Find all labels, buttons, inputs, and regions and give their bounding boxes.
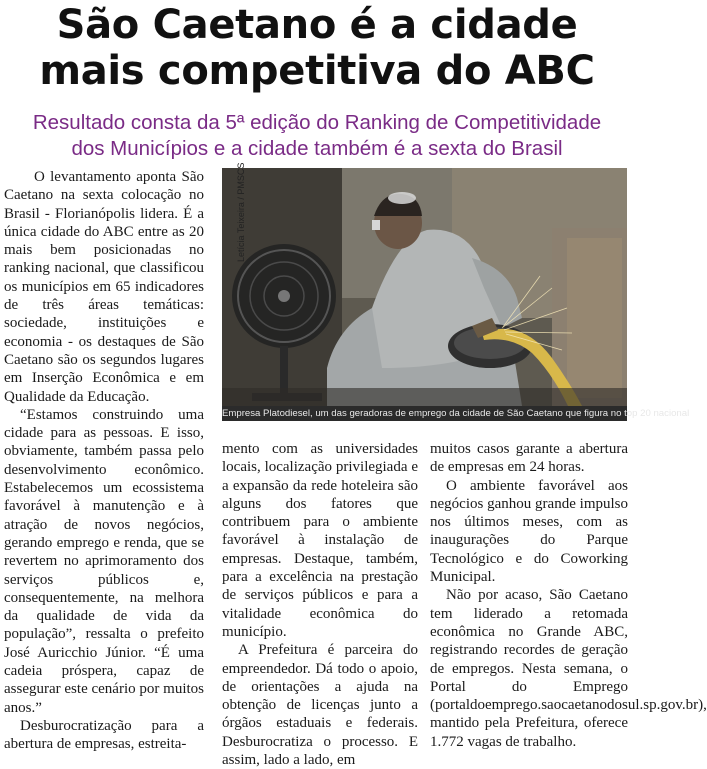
paragraph: O levantamento aponta São Caetano na sexta colocação no Brasil - Florianópolis lidera. É a única cidade do ABC entre as 20 mais bem posicionadas no ranking nacional, que classificou os municípios em 65 indicadores de três áreas temáticas: sociedade, instituições e economia - os destaques de São Caetano são os segundos lugares em Inserção Econômica e em Qualidade da Educação. bbox=[4, 169, 204, 405]
article-column-3 bbox=[430, 440, 707, 751]
subheadline-line-2: dos Municípios e a cidade também é a sexta do Brasil bbox=[71, 137, 563, 160]
factory-worker-photo bbox=[222, 168, 627, 406]
paragraph: O ambiente favorável aos negócios ganhou grande impulso nos últimos meses, com as inaugurações do Parque Tecnológico e do Coworking Municipal. bbox=[430, 477, 628, 586]
paragraph: mento com as universidades locais, localização privilegiada e a expansão da rede hoteleira são alguns dos fatores que contribuem para o ambiente favorável à instalação de empresas. Destaque, também, para a excelência na prestação de serviços públicos e para a vitalidade econômica do município. bbox=[222, 441, 418, 640]
subheadline-line-1: Resultado consta da 5ª edição do Ranking de Competitividade bbox=[32, 111, 602, 134]
headline-line-2: mais competitiva do ABC bbox=[39, 48, 595, 94]
paragraph: Não por acaso, São Caetano tem liderado a retomada econômica no Grande ABC, registrando recordes de geração de empregos. Nesta semana, o Portal do Emprego (portaldoemprego.saocaetanodosul.sp.gov.br), mantido pela Prefeitura, oferece 1.772 vagas de trabalho. bbox=[430, 587, 707, 750]
paragraph: “Estamos construindo uma cidade para as pessoas. E isso, obviamente, também passa pelo desenvolvimento econômico. Estabelecemos um ecossistema favorável à manutenção e à atração de novos negócios, gerando emprego e renda, que se revertem no aprimoramento dos serviços públicos e, consequentemente, na melhora da qualidade de vida da população”, ressalta o prefeito José Auricchio Júnior. “É uma cadeia próspera, capaz de assegurar este cenário por muitos anos.” bbox=[4, 406, 204, 716]
subheadline bbox=[0, 110, 634, 162]
article-column-2 bbox=[222, 440, 418, 769]
paragraph: A Prefeitura é parceira do empreendedor. Dá todo o apoio, de orientações a ajuda na obtenção de licenças junto a órgãos estaduais e federais. Desburocratiza o processo. E assim, lado a lado, em bbox=[222, 642, 418, 769]
headline bbox=[0, 2, 634, 94]
worker-grinding-illustration bbox=[222, 168, 627, 406]
article-column-1 bbox=[4, 168, 204, 754]
headline-line-1: São Caetano é a cidade bbox=[56, 2, 578, 48]
photo-credit: Letícia Teixeira / PMSCS bbox=[236, 162, 246, 262]
paragraph: Desburocratização para a abertura de empresas, estreita- bbox=[4, 717, 204, 753]
paragraph: muitos casos garante a abertura de empresas em 24 horas. bbox=[430, 441, 628, 476]
photo-caption: Empresa Platodiesel, um das geradoras de emprego da cidade de São Caetano que figura no top 20 nacional bbox=[222, 408, 690, 419]
